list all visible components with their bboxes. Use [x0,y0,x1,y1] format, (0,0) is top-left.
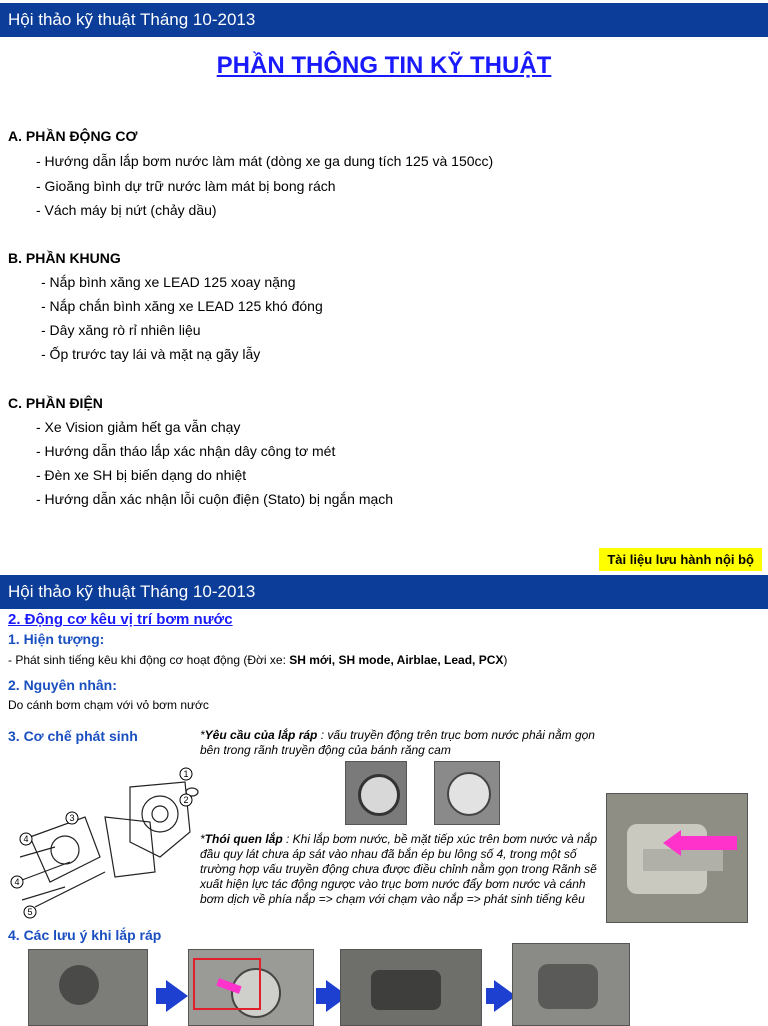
section-b-item: - Dây xăng rò rỉ nhiên liệu [41,322,201,338]
bearing-photo-2 [434,761,500,825]
callout-3: 3 [69,813,75,823]
section-a-item: - Gioăng bình dự trữ nước làm mát bị bong rách [36,178,336,194]
callout-4: 4 [23,834,29,844]
habit-label: Thói quen lắp [204,832,283,846]
symptom-heading: 1. Hiện tượng: [8,631,105,647]
bearing-photo-1 [345,761,407,825]
section-b-item: - Ốp trước tay lái và mặt nạ gãy lẫy [41,346,261,362]
assembly-step-photo-2 [188,949,314,1026]
assembly-notes-heading: 4. Các lưu ý khi lắp ráp [8,927,162,943]
section-a-item: - Vách máy bị nứt (chảy dầu) [36,202,217,218]
section-c-item: - Đèn xe SH bị biến dạng do nhiệt [36,467,247,483]
requirement-label: Yêu cầu của lắp ráp [204,728,318,742]
magenta-pointer-arrow [677,836,737,850]
symptom-prefix: - Phát sinh tiếng kêu khi động cơ hoạt động (Đời xe: [8,653,290,667]
section-c-item: - Hướng dẫn xác nhận lỗi cuộn điện (Stato) bị ngắn mạch [36,491,394,507]
section-c-item: - Hướng dẫn tháo lắp xác nhận dây công tơ mét [36,443,336,459]
section-heading-b: B. PHẦN KHUNG [8,250,121,266]
assembly-step-photo-3 [340,949,482,1026]
requirement-text: : vấu truyền động trên trục bơm nước phải nằm gọn bên trong rãnh truyền động của bánh răng cam [200,728,595,757]
assembly-step-photo-4 [512,943,630,1026]
section-b-item: - Nắp chắn bình xăng xe LEAD 125 khó đóng [41,298,323,314]
symptom-suffix: ) [503,653,508,667]
assembly-requirement: *Yêu cầu của lắp ráp : vấu truyền động trên trục bơm nước phải nằm gọn bên trong rãnh truyền động của bánh răng cam [200,728,595,757]
pump-shaft-photo [606,793,748,923]
cause-heading: 2. Nguyên nhân: [8,677,117,693]
section-c-item: - Xe Vision giảm hết ga vẫn chạy [36,419,241,435]
section-heading-c: C. PHẦN ĐIỆN [8,395,103,411]
section-b-item: - Nắp bình xăng xe LEAD 125 xoay nặng [41,274,296,290]
slide1-title: PHẦN THÔNG TIN KỸ THUẬT [216,52,552,79]
cause-text: Do cánh bơm chạm với vỏ bơm nước [8,698,209,712]
symptom-text [8,653,507,667]
section-a-item: - Hướng dẫn lắp bơm nước làm mát (dòng xe ga dung tích 125 và 150cc) [36,153,494,169]
habit-text: : Khi lắp bơm nước, bề mặt tiếp xúc trên bơm nước và nắp đầu quy lát chưa áp sát vào nhau đã bắn ép bu lông số 4, trong một số trường hợp vấu truyền động chưa được điều chỉnh nằm gọn trong Rãnh sẽ xuất hiện lực tác động ngược vào trục bơm nước đẩy bơm nước và cánh bơm dịch về phía nắp => chạm với chạm vào nắp => phát sinh tiếng kêu [200,832,598,906]
step-arrow [166,980,188,1012]
assembly-habit: *Thói quen lắp : Khi lắp bơm nước, bề mặt tiếp xúc trên bơm nước và nắp đầu quy lát chưa áp sát vào nhau đã bắn ép bu lông số 4, trong một số trường hợp vấu truyền động chưa được điều chỉnh nằm gọn trong Rãnh sẽ xuất hiện lực tác động ngược vào trục bơm nước đẩy bơm nước và cánh bơm dịch về phía nắp => chạm với chạm vào nắp => phát sinh tiếng kêu [200,832,598,906]
mechanism-heading: 3. Cơ chế phát sinh [8,728,138,744]
symptom-models: SH mới, SH mode, Airblae, Lead, PCX [289,653,504,667]
water-pump-exploded-diagram [10,762,205,922]
slide1-banner: Hội thảo kỹ thuật Tháng 10-2013 [0,3,768,37]
callout-1: 1 [183,769,189,779]
internal-document-tag: Tài liệu lưu hành nội bộ [599,548,762,571]
assembly-step-photo-1 [28,949,148,1026]
callout-4: 4 [14,877,20,887]
callout-2: 2 [183,795,189,805]
slide2-banner: Hội thảo kỹ thuật Tháng 10-2013 [0,575,768,609]
section-heading-a: A. PHẦN ĐỘNG CƠ [8,128,138,144]
slide2-title: 2. Động cơ kêu vị trí bơm nước [8,611,233,628]
callout-5: 5 [27,907,33,917]
